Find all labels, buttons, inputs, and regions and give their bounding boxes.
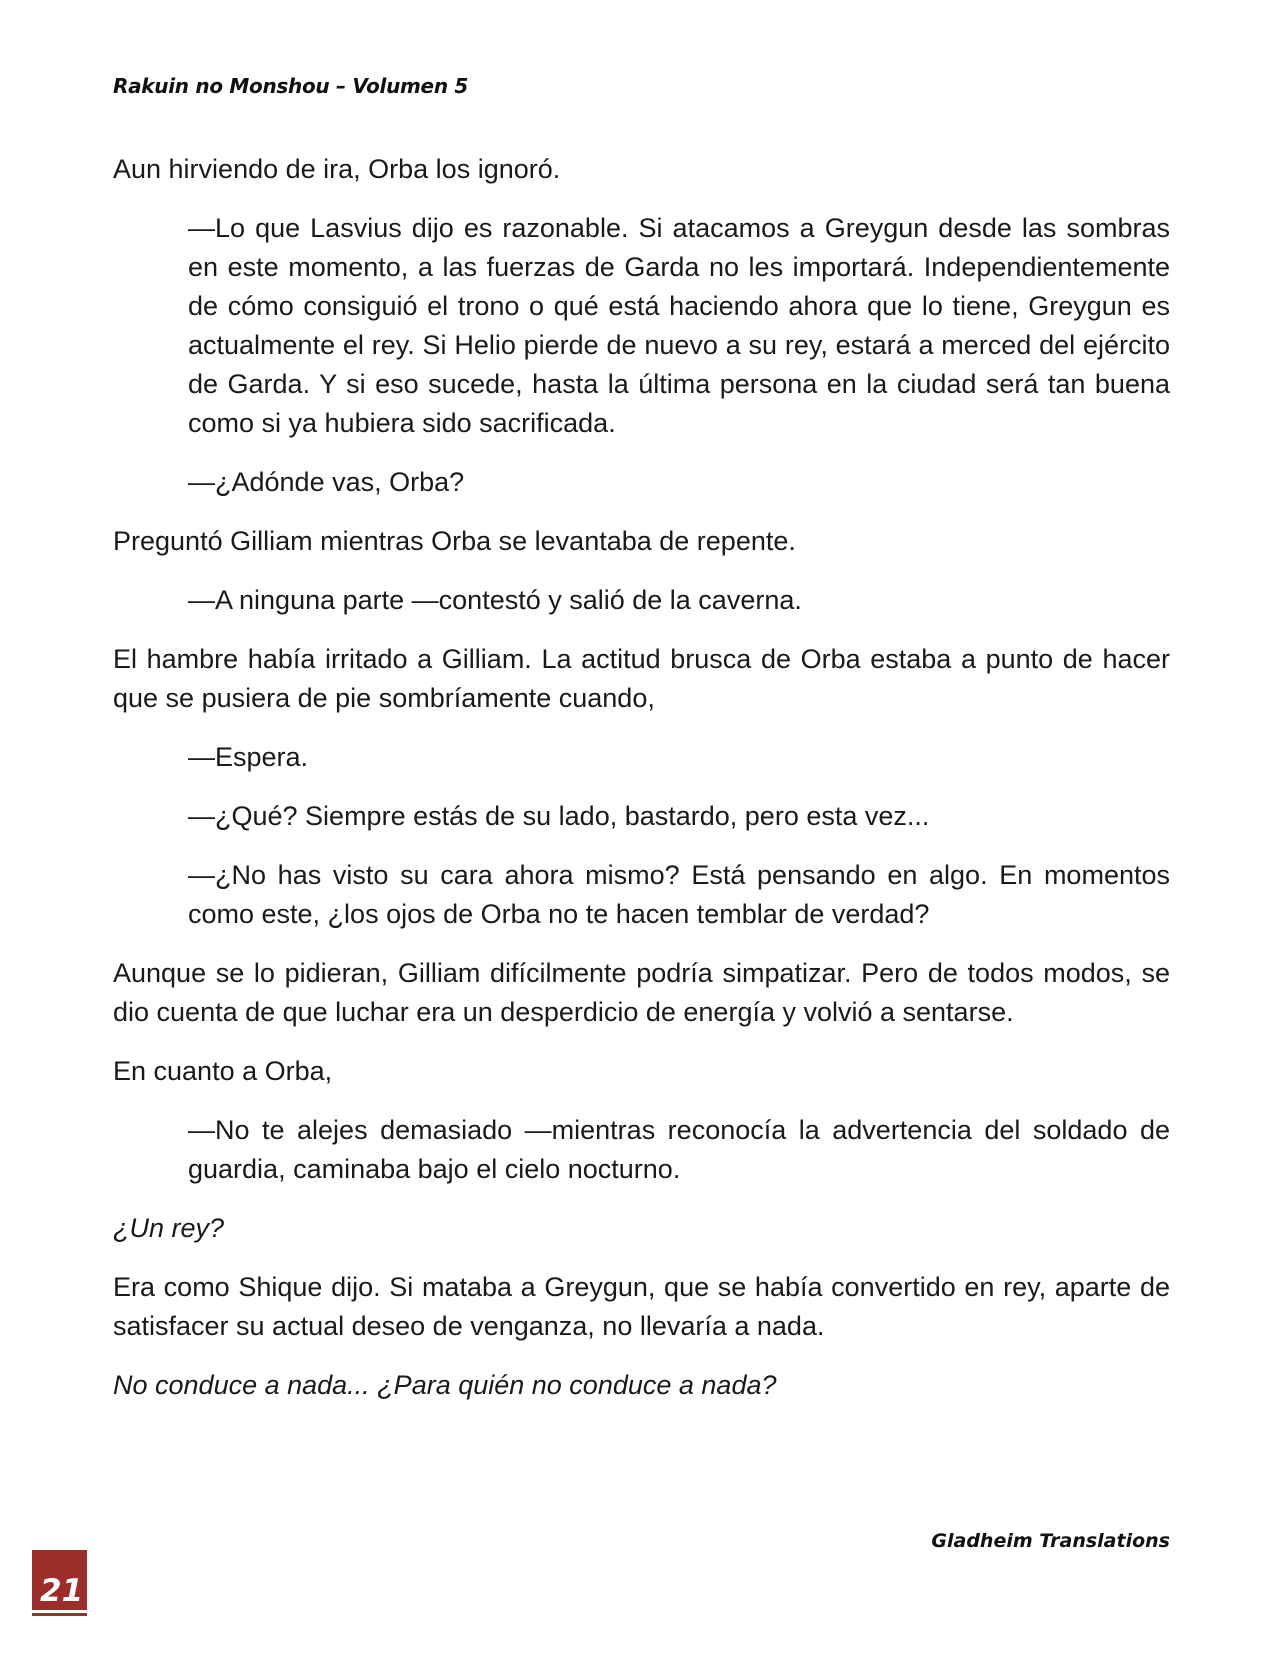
thought-paragraph: ¿Un rey? [113, 1213, 225, 1243]
paragraph: Era como Shique dijo. Si mataba a Greygun, que se había convertido en rey, aparte de satisfacer su actual deseo de venganza, no llevaría a nada. [113, 1272, 1170, 1341]
dialogue-paragraph: —A ninguna parte —contestó y salió de la caverna. [188, 585, 802, 615]
paragraph: El hambre había irritado a Gilliam. La actitud brusca de Orba estaba a punto de hacer que se pusiera de pie sombríamente cuando, [113, 644, 1170, 713]
running-header-title: Rakuin no Monshou – Volumen 5 [113, 74, 469, 98]
page-number-underline [32, 1610, 87, 1613]
thought-paragraph: No conduce a nada... ¿Para quién no conduce a nada? [113, 1370, 777, 1400]
dialogue-paragraph: —¿Qué? Siempre estás de su lado, bastardo, pero esta vez... [188, 801, 930, 831]
paragraph: Preguntó Gilliam mientras Orba se levantaba de repente. [113, 526, 796, 556]
dialogue-paragraph: —Espera. [188, 742, 309, 772]
translator-credit: Gladheim Translations [931, 1530, 1170, 1552]
dialogue-paragraph: —No te alejes demasiado —mientras reconocía la advertencia del soldado de guardia, caminaba bajo el cielo nocturno. [188, 1115, 1170, 1184]
page-number: 21 [40, 1573, 84, 1609]
paragraph: En cuanto a Orba, [113, 1056, 333, 1086]
dialogue-paragraph: —¿Adónde vas, Orba? [188, 467, 465, 497]
paragraph: Aun hirviendo de ira, Orba los ignoró. [113, 154, 561, 184]
paragraph: Aunque se lo pidieran, Gilliam difícilmente podría simpatizar. Pero de todos modos, se dio cuenta de que luchar era un desperdicio de energía y volvió a sentarse. [113, 958, 1170, 1027]
dialogue-paragraph: —¿No has visto su cara ahora mismo? Está pensando en algo. En momentos como este, ¿los ojos de Orba no te hacen temblar de verdad? [188, 860, 1170, 929]
dialogue-paragraph: —Lo que Lasvius dijo es razonable. Si atacamos a Greygun desde las sombras en este momento, a las fuerzas de Garda no les importará. Independientemente de cómo consiguió el trono o qué está haciendo ahora que lo tiene, Greygun es actualmente el rey. Si Helio pierde de nuevo a su rey, estará a merced del ejército de Garda. Y si eso sucede, hasta la última persona en la ciudad será tan buena como si ya hubiera sido sacrificada. [188, 213, 1170, 438]
body-text [113, 150, 1170, 1425]
